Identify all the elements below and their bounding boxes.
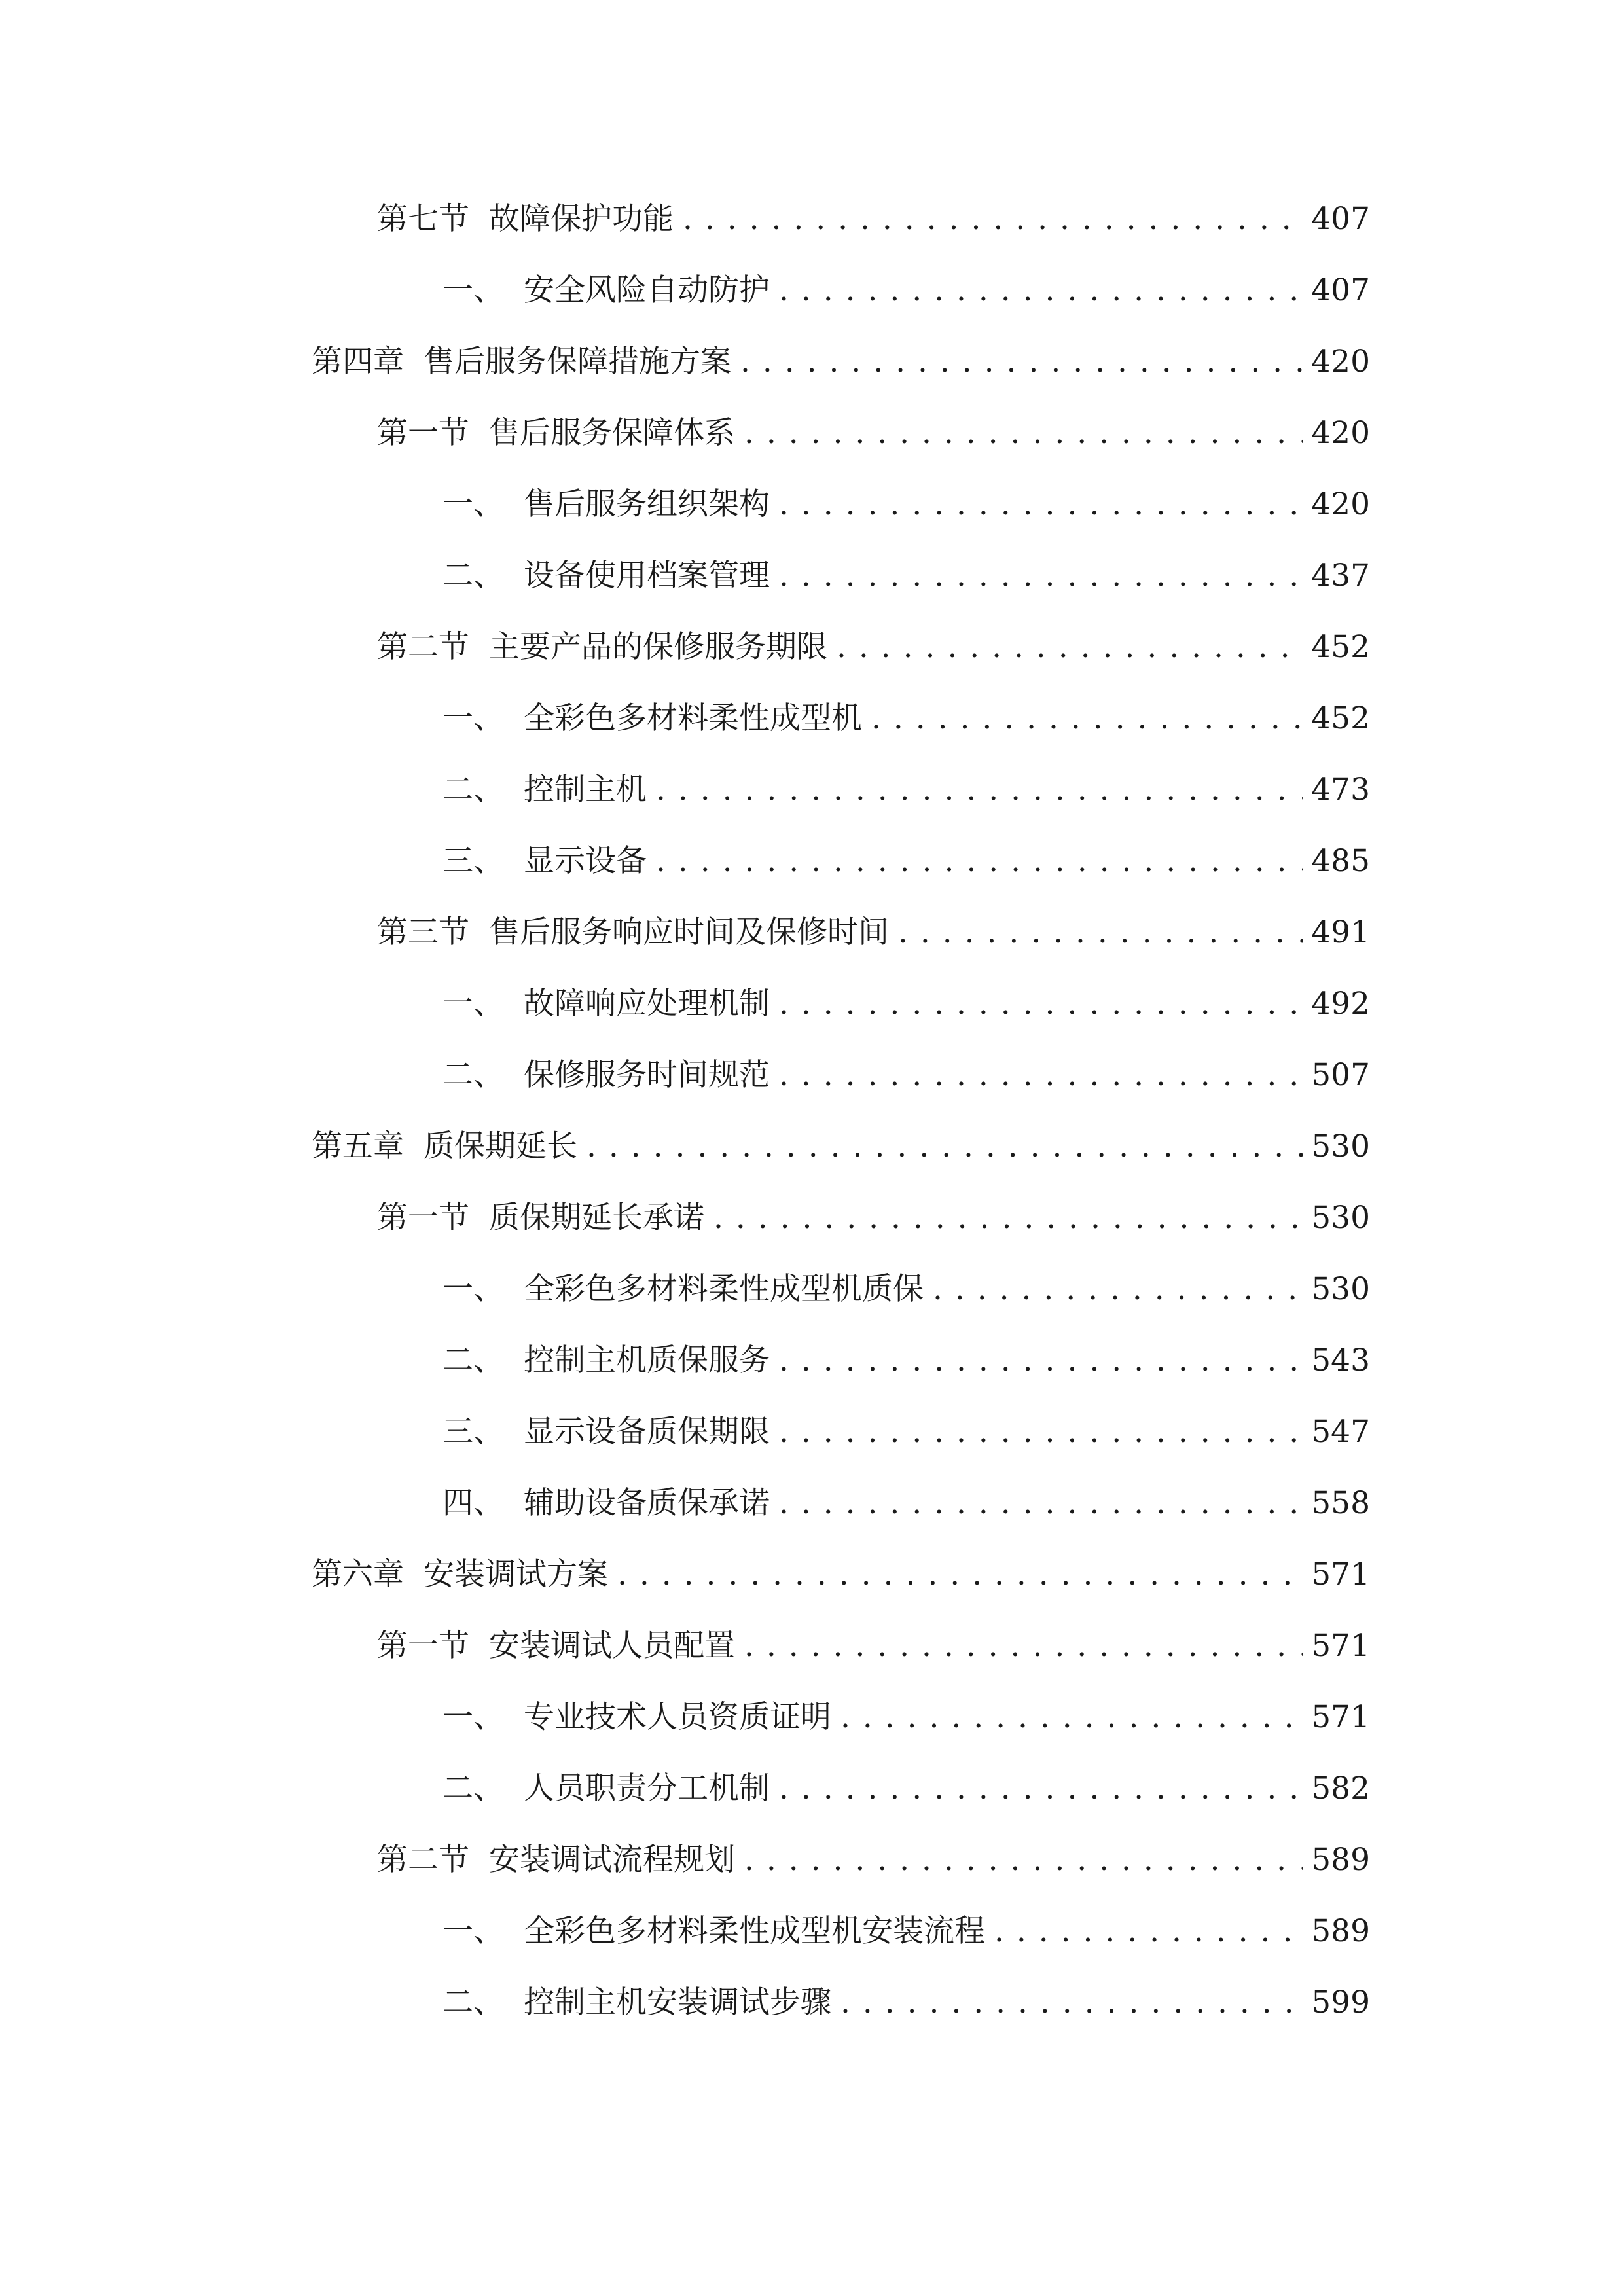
toc-dot-leader — [898, 910, 1303, 956]
toc-entry[interactable] — [377, 1623, 1370, 1669]
toc-dot-leader — [740, 339, 1303, 385]
toc-dot-leader — [779, 482, 1303, 528]
toc-page-number: 571 — [1311, 1628, 1370, 1664]
toc-title: 人员职责分工机制 — [524, 1770, 770, 1806]
toc-number: 四、 — [442, 1485, 504, 1521]
toc-number: 一、 — [442, 486, 504, 522]
toc-title: 安装调试人员配置 — [489, 1628, 735, 1664]
toc-number: 第二节 — [377, 629, 469, 665]
toc-dot-leader — [837, 624, 1303, 670]
toc-title: 辅助设备质保承诺 — [524, 1485, 770, 1521]
toc-number: 第七节 — [377, 201, 469, 237]
toc-title: 售后服务响应时间及保修时间 — [489, 914, 889, 950]
toc-dot-leader — [744, 1837, 1303, 1883]
toc-entry[interactable] — [442, 696, 1370, 742]
toc-page-number: 530 — [1311, 1128, 1370, 1164]
toc-page-number: 582 — [1311, 1770, 1370, 1806]
toc-entry[interactable] — [442, 482, 1370, 528]
toc-entry[interactable] — [442, 268, 1370, 314]
toc-entry[interactable] — [377, 624, 1370, 670]
toc-title: 售后服务保障体系 — [489, 415, 735, 451]
toc-title: 控制主机质保服务 — [524, 1342, 770, 1378]
toc-title: 控制主机安装调试步骤 — [524, 1984, 831, 2020]
toc-entry[interactable] — [312, 339, 1370, 385]
toc-title: 安全风险自动防护 — [524, 272, 770, 308]
toc-number: 一、 — [442, 1913, 504, 1949]
toc-title: 保修服务时间规范 — [524, 1057, 770, 1093]
toc-entry[interactable] — [442, 1266, 1370, 1312]
toc-page-number: 407 — [1311, 272, 1370, 308]
toc-number: 一、 — [442, 1699, 504, 1735]
toc-dot-leader — [744, 410, 1303, 456]
toc-entry[interactable] — [442, 981, 1370, 1027]
toc-page-number: 452 — [1311, 629, 1370, 665]
toc-page-number: 420 — [1311, 486, 1370, 522]
toc-page-number: 407 — [1311, 201, 1370, 237]
toc-number: 第一节 — [377, 1628, 469, 1664]
toc-number: 第三节 — [377, 914, 469, 950]
toc-entry[interactable] — [442, 1766, 1370, 1812]
toc-title: 主要产品的保修服务期限 — [489, 629, 827, 665]
toc-number: 二、 — [442, 1057, 504, 1093]
toc-number: 二、 — [442, 558, 504, 594]
toc-entry[interactable] — [442, 553, 1370, 599]
toc-dot-leader — [617, 1552, 1303, 1598]
toc-entry[interactable] — [377, 910, 1370, 956]
toc-page-number: 589 — [1311, 1842, 1370, 1878]
toc-number: 一、 — [442, 1271, 504, 1307]
toc-dot-leader — [656, 767, 1303, 813]
toc-number: 二、 — [442, 772, 504, 808]
toc-dot-leader — [683, 196, 1303, 242]
toc-dot-leader — [656, 838, 1303, 884]
toc-dot-leader — [779, 268, 1303, 314]
toc-entry[interactable] — [442, 1409, 1370, 1455]
toc-page-number: 571 — [1311, 1556, 1370, 1592]
toc-dot-leader — [779, 1338, 1303, 1384]
toc-number: 第六章 — [312, 1556, 404, 1592]
toc-entry[interactable] — [442, 767, 1370, 813]
toc-number: 第二节 — [377, 1842, 469, 1878]
toc-number: 一、 — [442, 700, 504, 736]
toc-number: 第一节 — [377, 415, 469, 451]
toc-page-number: 420 — [1311, 344, 1370, 380]
toc-page-number: 473 — [1311, 772, 1370, 808]
toc-page-number: 492 — [1311, 986, 1370, 1022]
toc-number: 二、 — [442, 1984, 504, 2020]
toc-number: 三、 — [442, 843, 504, 879]
toc-number: 二、 — [442, 1770, 504, 1806]
toc-page-number: 485 — [1311, 843, 1370, 879]
toc-dot-leader — [779, 1409, 1303, 1455]
toc-title: 售后服务保障措施方案 — [424, 344, 731, 380]
toc-page-number: 599 — [1311, 1984, 1370, 2020]
toc-title: 故障保护功能 — [489, 201, 674, 237]
toc-entry[interactable] — [377, 410, 1370, 456]
toc-dot-leader — [871, 696, 1303, 742]
toc-number: 一、 — [442, 272, 504, 308]
toc-entry[interactable] — [442, 1480, 1370, 1526]
toc-title: 设备使用档案管理 — [524, 558, 770, 594]
toc-dot-leader — [840, 1695, 1303, 1740]
toc-dot-leader — [933, 1266, 1303, 1312]
toc-dot-leader — [779, 981, 1303, 1027]
toc-entry[interactable] — [377, 1195, 1370, 1241]
toc-dot-leader — [744, 1623, 1303, 1669]
toc-entry[interactable] — [442, 838, 1370, 884]
toc-page-number: 437 — [1311, 558, 1370, 594]
toc-title: 安装调试方案 — [424, 1556, 608, 1592]
toc-title: 全彩色多材料柔性成型机 — [524, 700, 862, 736]
toc-dot-leader — [779, 1052, 1303, 1098]
toc-page-number: 491 — [1311, 914, 1370, 950]
toc-dot-leader — [586, 1124, 1303, 1170]
toc-page-number: 507 — [1311, 1057, 1370, 1093]
toc-entry[interactable] — [312, 1124, 1370, 1170]
toc-title: 专业技术人员资质证明 — [524, 1699, 831, 1735]
toc-title: 全彩色多材料柔性成型机质保 — [524, 1271, 924, 1307]
toc-title: 故障响应处理机制 — [524, 986, 770, 1022]
toc-number: 一、 — [442, 986, 504, 1022]
toc-page-number: 530 — [1311, 1200, 1370, 1236]
toc-page-number: 530 — [1311, 1271, 1370, 1307]
toc-title: 安装调试流程规划 — [489, 1842, 735, 1878]
toc-number: 第五章 — [312, 1128, 404, 1164]
toc-entry[interactable] — [377, 196, 1370, 242]
toc-page-number: 452 — [1311, 700, 1370, 736]
toc-title: 显示设备 — [524, 843, 647, 879]
toc-entry[interactable] — [442, 1338, 1370, 1384]
toc-title: 质保期延长承诺 — [489, 1200, 704, 1236]
toc-dot-leader — [779, 1766, 1303, 1812]
toc-dot-leader — [994, 1909, 1303, 1954]
toc-page-number: 589 — [1311, 1913, 1370, 1949]
toc-page-number: 543 — [1311, 1342, 1370, 1378]
toc-title: 控制主机 — [524, 772, 647, 808]
toc-entry[interactable] — [442, 1909, 1370, 1954]
toc-title: 全彩色多材料柔性成型机安装流程 — [524, 1913, 985, 1949]
toc-number: 三、 — [442, 1414, 504, 1450]
toc-number: 第四章 — [312, 344, 404, 380]
toc-title: 显示设备质保期限 — [524, 1414, 770, 1450]
toc-dot-leader — [840, 1980, 1303, 2026]
toc-entry[interactable] — [442, 1052, 1370, 1098]
toc-page-number: 558 — [1311, 1485, 1370, 1521]
toc-number: 二、 — [442, 1342, 504, 1378]
toc-entry[interactable] — [442, 1980, 1370, 2026]
toc-page-number: 420 — [1311, 415, 1370, 451]
toc-page-number: 571 — [1311, 1699, 1370, 1735]
toc-entry[interactable] — [377, 1837, 1370, 1883]
toc-page-number: 547 — [1311, 1414, 1370, 1450]
toc-number: 第一节 — [377, 1200, 469, 1236]
toc-dot-leader — [779, 553, 1303, 599]
toc-title: 质保期延长 — [424, 1128, 577, 1164]
toc-entry[interactable] — [442, 1695, 1370, 1740]
toc-entry[interactable] — [312, 1552, 1370, 1598]
toc-dot-leader — [779, 1480, 1303, 1526]
toc-dot-leader — [713, 1195, 1303, 1241]
toc-title: 售后服务组织架构 — [524, 486, 770, 522]
